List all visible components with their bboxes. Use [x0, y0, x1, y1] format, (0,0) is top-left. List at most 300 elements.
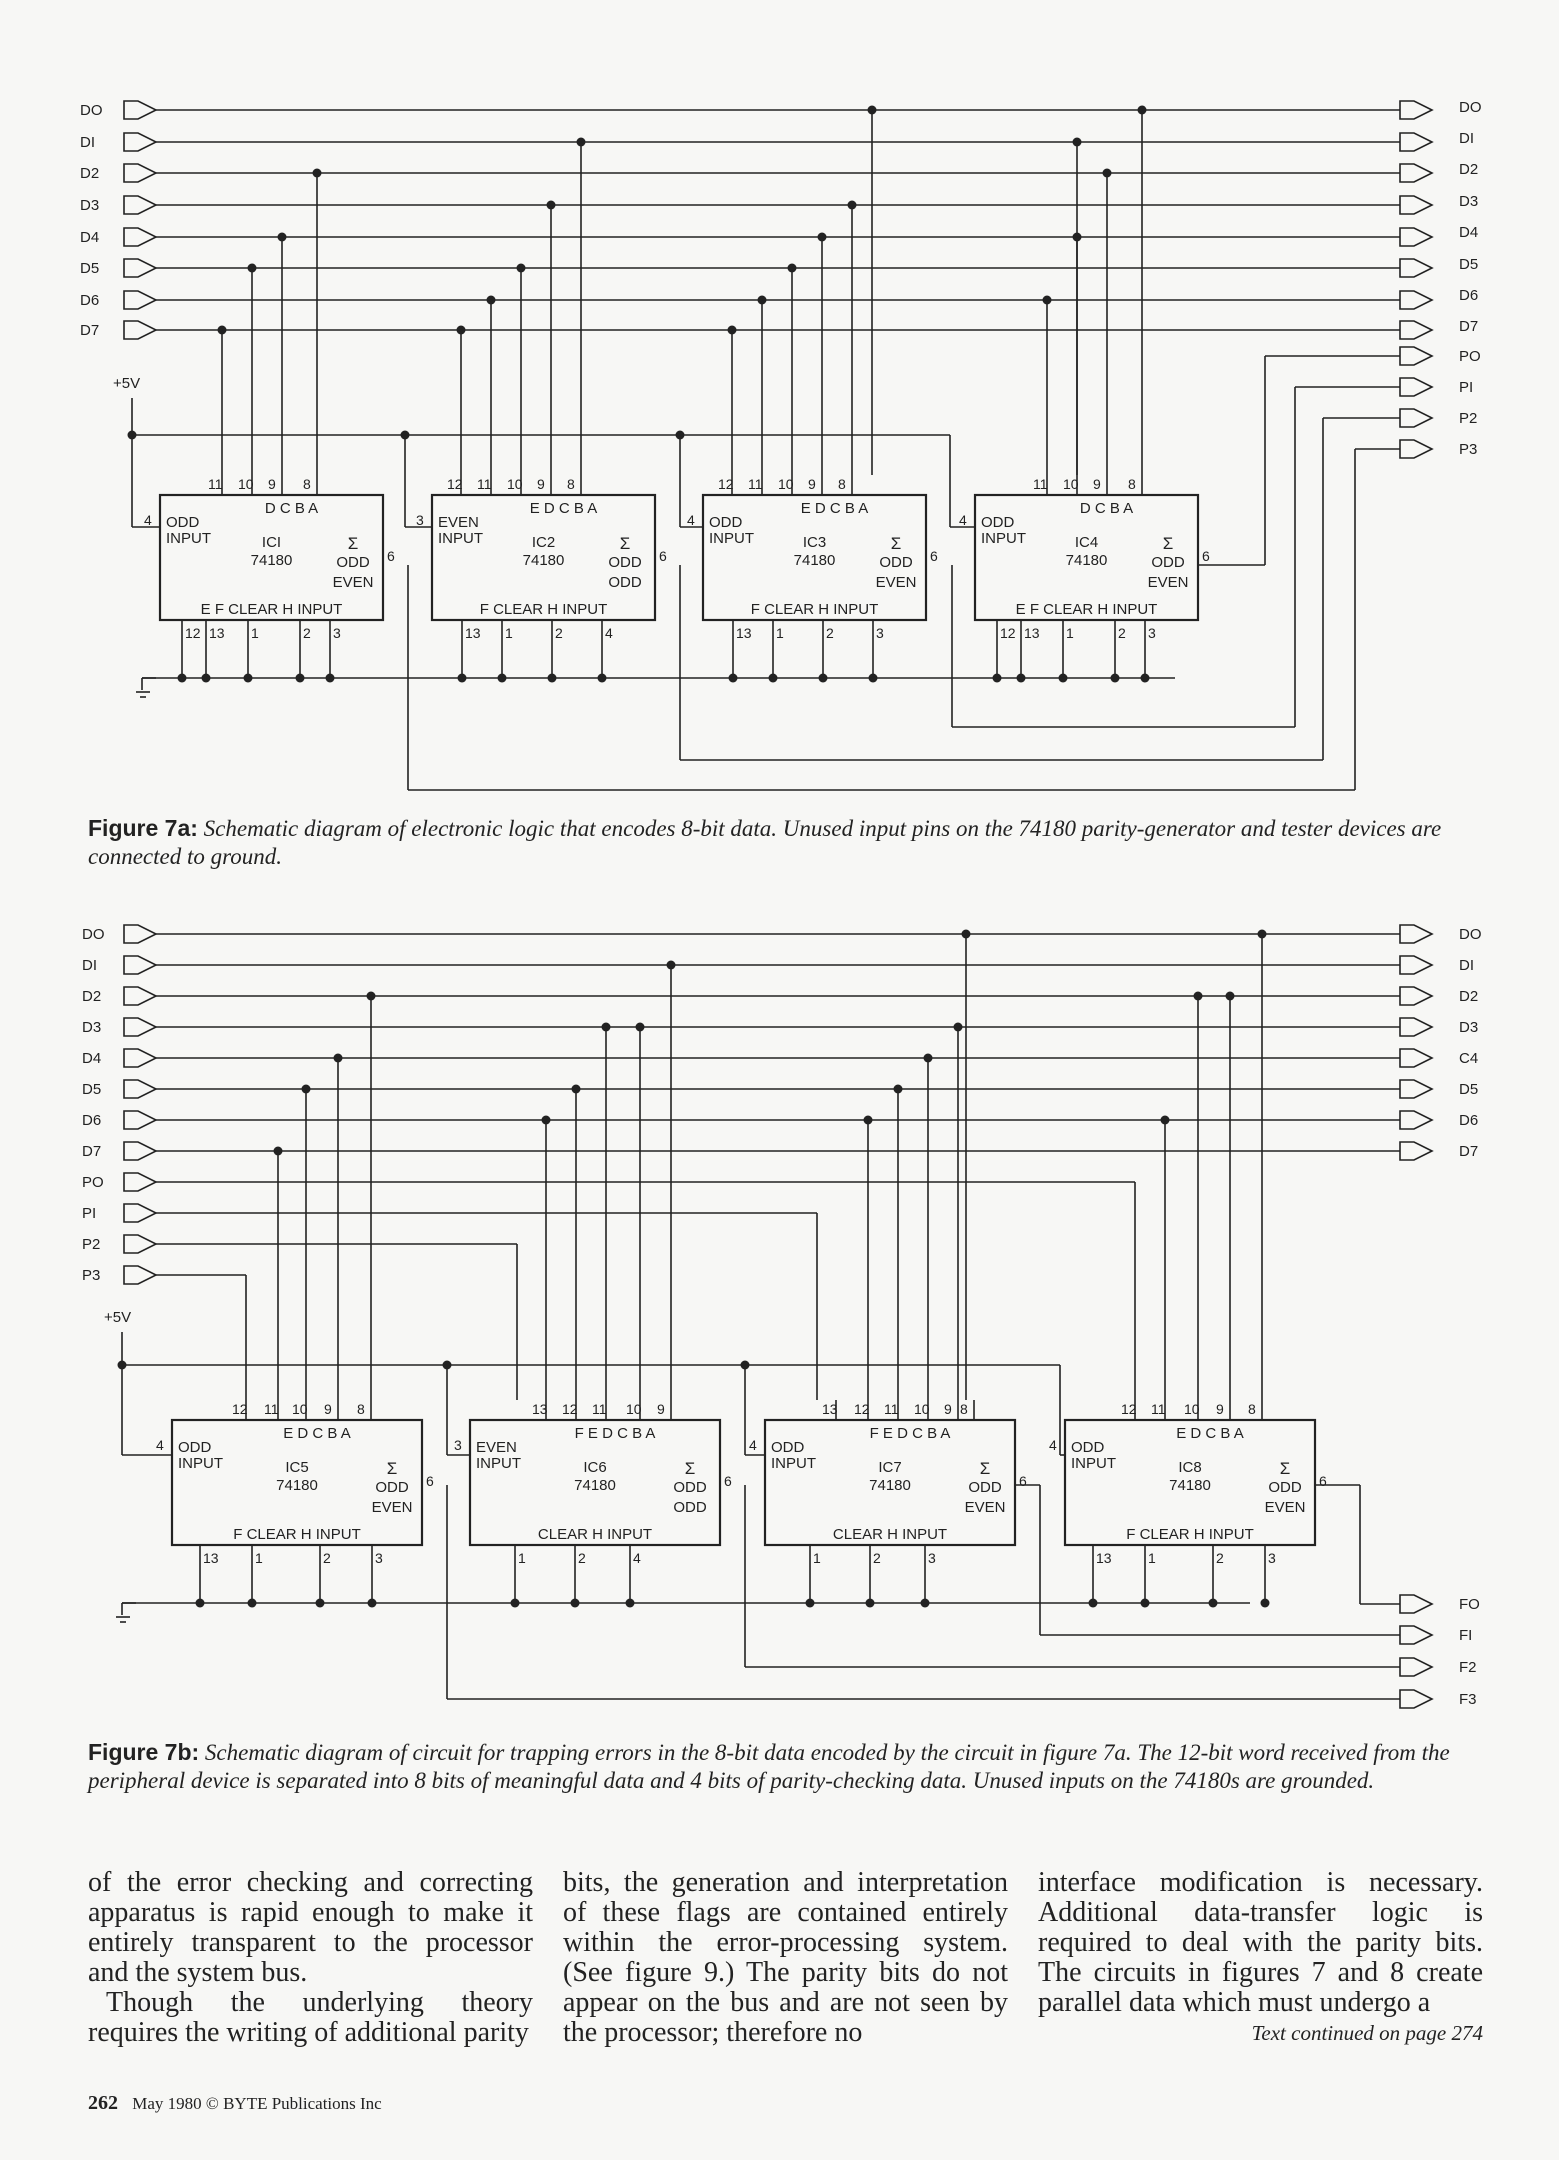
output-label-d3: D3	[1459, 193, 1479, 210]
junction-dot	[1194, 992, 1203, 1001]
pin-number: 9	[1093, 476, 1101, 492]
output-buffer-symbol	[1400, 1690, 1432, 1708]
junction-dot	[118, 1361, 127, 1370]
input-label-d2: D2	[82, 988, 102, 1005]
chip-part-number: 74180	[522, 552, 565, 569]
output-buffer-symbol	[1400, 196, 1432, 214]
input-label-p2: P2	[82, 1236, 101, 1253]
pin-number: 8	[357, 1401, 365, 1417]
chip-even-label: EVEN	[1147, 574, 1189, 591]
pin-number: 4	[605, 625, 613, 641]
output-label-d2: D2	[1459, 161, 1479, 178]
chip-part-number: 74180	[276, 1477, 318, 1494]
input-label-d6: D6	[82, 1112, 102, 1129]
chip-odd-output: ODD	[968, 1479, 1002, 1496]
junction-dot	[1261, 1599, 1270, 1608]
junction-dot	[313, 169, 322, 178]
pin-number: 9	[657, 1401, 665, 1417]
chip-even-label: EVEN	[332, 574, 374, 591]
chip-bottom-labels: E F CLEAR H INPUT	[200, 601, 343, 618]
chip-parity-label: ODD	[981, 514, 1015, 531]
sigma-symbol: Σ	[979, 1459, 991, 1478]
output-label-p2: P2	[1459, 410, 1478, 427]
pin-number: 1	[518, 1550, 526, 1566]
output-label-d5: D5	[1459, 256, 1479, 273]
output-buffer-symbol	[1400, 1018, 1432, 1036]
input-label-pi: PI	[82, 1205, 97, 1222]
pin-number: 11	[477, 476, 492, 492]
junction-dot	[1138, 106, 1147, 115]
flag-label-f3: F3	[1459, 1691, 1477, 1708]
pin-number: 8	[1128, 476, 1136, 492]
junction-dot	[954, 1023, 963, 1032]
input-buffer-symbol	[124, 259, 156, 277]
output-buffer-symbol	[1400, 1080, 1432, 1098]
article-body	[88, 1868, 1483, 2048]
chip-name: IC2	[531, 534, 556, 551]
supply-label: +5V	[113, 375, 141, 392]
junction-dot	[864, 1116, 873, 1125]
input-label-d2: D2	[80, 165, 100, 182]
input-buffer-symbol	[124, 1173, 156, 1191]
junction-dot	[248, 1599, 257, 1608]
pin-number: 8	[567, 476, 575, 492]
chip-ic6	[470, 1420, 720, 1545]
chip-bottom-labels: F CLEAR H INPUT	[1126, 1526, 1254, 1543]
pin-number: 6	[1202, 548, 1210, 564]
input-buffer-symbol	[124, 133, 156, 151]
pin-number: 6	[1019, 1473, 1027, 1489]
junction-dot	[741, 1361, 750, 1370]
pin-number: 11	[884, 1401, 899, 1417]
chip-input-label: INPUT	[166, 530, 211, 547]
input-label-do: DO	[80, 102, 103, 119]
chip-parity-label: EVEN	[476, 1439, 517, 1456]
input-buffer-symbol	[124, 1049, 156, 1067]
junction-dot	[868, 106, 877, 115]
pin-number: 4	[156, 1437, 164, 1453]
junction-dot	[667, 961, 676, 970]
pin-number: 3	[333, 625, 341, 641]
chip-parity-label: EVEN	[438, 514, 479, 531]
pin-number: 9	[808, 476, 816, 492]
pin-number: 1	[251, 625, 259, 641]
pin-number: 4	[749, 1437, 757, 1453]
output-label-d3: D3	[1459, 1019, 1479, 1036]
pin-number: 13	[1096, 1550, 1112, 1566]
chip-part-number: 74180	[250, 552, 293, 569]
junction-dot	[1161, 1116, 1170, 1125]
chip-bottom-labels: F CLEAR H INPUT	[233, 1526, 361, 1543]
junction-dot	[274, 1147, 283, 1156]
chip-name: IC7	[878, 1459, 902, 1476]
input-buffer-symbol	[124, 1235, 156, 1253]
output-label-do: DO	[1459, 926, 1482, 943]
chip-odd-output: ODD	[879, 554, 913, 571]
output-label-do: DO	[1459, 99, 1482, 116]
output-label-d5: D5	[1459, 1081, 1479, 1098]
junction-dot	[547, 201, 556, 210]
output-buffer-symbol	[1400, 291, 1432, 309]
chip-name: IC4	[1074, 534, 1099, 551]
chip-even-label: EVEN	[964, 1499, 1006, 1516]
pin-number: 6	[724, 1473, 732, 1489]
output-label-pi: PI	[1459, 379, 1474, 396]
junction-dot	[894, 1085, 903, 1094]
output-buffer-symbol	[1400, 1142, 1432, 1160]
chip-name: IC3	[802, 534, 827, 551]
chip-input-label: INPUT	[178, 1455, 223, 1472]
body-column-3: interface modification is necessary. Additional data-transfer logic is required to deal with the parity bits. The circuits in figures 7 and 8 create parallel data which must undergo a Text continued on page 274	[1038, 1868, 1483, 2048]
output-buffer-symbol	[1400, 164, 1432, 182]
input-label-di: DI	[82, 957, 97, 974]
input-label-d7: D7	[82, 1143, 102, 1160]
pin-number: 12	[854, 1401, 870, 1417]
junction-dot	[316, 1599, 325, 1608]
input-label-p3: P3	[82, 1267, 101, 1284]
pin-number: 13	[532, 1401, 548, 1417]
junction-dot	[758, 296, 767, 305]
input-buffer-symbol	[124, 291, 156, 309]
figure-7b-caption: Figure 7b: Schematic diagram of circuit for trapping errors in the 8-bit data encoded by the circuit in figure 7a. The 12-bit word received from the peripheral device is separated into 8 bits of meaningful data and 4 bits of parity-checking data. Unused inputs on the 74180s are grounded.	[88, 1739, 1450, 1793]
output-buffer-symbol	[1400, 259, 1432, 277]
input-label-po: PO	[82, 1174, 104, 1191]
input-buffer-symbol	[124, 321, 156, 339]
pin-number: 10	[507, 476, 523, 492]
pin-number: 8	[838, 476, 846, 492]
pin-number: 9	[1216, 1401, 1224, 1417]
junction-dot	[728, 326, 737, 335]
pin-number: 2	[303, 625, 311, 641]
input-buffer-symbol	[124, 101, 156, 119]
chip-even-label: ODD	[608, 574, 642, 591]
chip-odd-output: ODD	[375, 1479, 409, 1496]
supply-label: +5V	[104, 1309, 132, 1326]
chip-input-letters: E D C B A	[283, 1425, 351, 1442]
chip-part-number: 74180	[793, 552, 836, 569]
output-label-d2: D2	[1459, 988, 1479, 1005]
chip-parity-label: ODD	[178, 1439, 212, 1456]
pin-number: 8	[303, 476, 311, 492]
input-buffer-symbol	[124, 1111, 156, 1129]
input-buffer-symbol	[124, 1142, 156, 1160]
output-buffer-symbol	[1400, 1626, 1432, 1644]
junction-dot	[1209, 1599, 1218, 1608]
chip-input-label: INPUT	[1071, 1455, 1116, 1472]
pin-number: 12	[1000, 625, 1016, 641]
pin-number: 12	[232, 1401, 248, 1417]
pin-number: 3	[454, 1437, 462, 1453]
pin-number: 12	[1121, 1401, 1137, 1417]
pin-number: 12	[718, 476, 734, 492]
chip-input-letters: E D C B A	[1176, 1425, 1244, 1442]
pin-number: 10	[1184, 1401, 1200, 1417]
body-column-2: bits, the generation and interpretation of these flags are contained entirely within the error-processing system. (See figure 9.) The parity bits do not appear on the bus and are not seen by the processor; therefore no	[563, 1867, 1008, 2048]
junction-dot	[278, 233, 287, 242]
figure-7a-schematic	[0, 0, 1559, 810]
chip-even-label: EVEN	[875, 574, 917, 591]
junction-dot	[866, 1599, 875, 1608]
input-label-d5: D5	[80, 260, 100, 277]
pin-number: 13	[1024, 625, 1040, 641]
junction-dot	[848, 201, 857, 210]
junction-dot	[367, 992, 376, 1001]
input-label-d3: D3	[80, 197, 100, 214]
junction-dot	[1089, 1599, 1098, 1608]
pin-number: 2	[826, 625, 834, 641]
output-buffer-symbol	[1400, 956, 1432, 974]
output-buffer-symbol	[1400, 440, 1432, 458]
output-label-po: PO	[1459, 348, 1481, 365]
chip-bottom-labels: F CLEAR H INPUT	[750, 601, 879, 618]
output-buffer-symbol	[1400, 409, 1432, 427]
input-buffer-symbol	[124, 987, 156, 1005]
input-label-d3: D3	[82, 1019, 102, 1036]
pin-number: 1	[1148, 1550, 1156, 1566]
pin-number: 9	[537, 476, 545, 492]
chip-name: IC6	[583, 1459, 607, 1476]
chip-bottom-labels: F CLEAR H INPUT	[479, 601, 608, 618]
output-buffer-symbol	[1400, 1658, 1432, 1676]
junction-dot	[457, 326, 466, 335]
junction-dot	[962, 930, 971, 939]
pin-number: 13	[736, 625, 752, 641]
output-buffer-symbol	[1400, 1049, 1432, 1067]
pin-number: 9	[324, 1401, 332, 1417]
chip-parity-label: ODD	[771, 1439, 805, 1456]
pin-number: 13	[203, 1550, 219, 1566]
junction-dot	[577, 138, 586, 147]
body-column-1: of the error checking and correcting apparatus is rapid enough to make it entirely transparent to the processor and the system bus. Though the underlying theory requires the writing of additional parity	[88, 1867, 533, 2048]
pin-number: 2	[555, 625, 563, 641]
chip-input-label: INPUT	[981, 530, 1026, 547]
pin-number: 12	[185, 625, 201, 641]
chip-even-label: EVEN	[371, 1499, 413, 1516]
chip-ic5	[172, 1420, 422, 1545]
output-buffer-symbol	[1400, 378, 1432, 396]
junction-dot	[1103, 169, 1112, 178]
pin-number: 9	[268, 476, 276, 492]
page-footer	[88, 2092, 382, 2115]
sigma-symbol: Σ	[347, 534, 359, 553]
chip-input-letters: F E D C B A	[574, 1425, 656, 1442]
sigma-symbol: Σ	[1279, 1459, 1291, 1478]
chip-odd-output: ODD	[1268, 1479, 1302, 1496]
pin-number: 1	[813, 1550, 821, 1566]
junction-dot	[218, 326, 227, 335]
chip-input-letters: D C B A	[264, 500, 319, 517]
output-label-d6: D6	[1459, 1112, 1479, 1129]
pin-number: 4	[959, 512, 967, 528]
chip-name: IC5	[285, 1459, 309, 1476]
sigma-symbol: Σ	[684, 1459, 696, 1478]
pin-number: 1	[505, 625, 513, 641]
junction-dot	[806, 1599, 815, 1608]
sigma-symbol: Σ	[1162, 534, 1174, 553]
output-label-d6: D6	[1459, 287, 1479, 304]
output-label-c4: C4	[1459, 1050, 1479, 1067]
output-buffer-symbol	[1400, 228, 1432, 246]
chip-odd-output: ODD	[608, 554, 642, 571]
pin-number: 6	[426, 1473, 434, 1489]
junction-dot	[1226, 992, 1235, 1001]
junction-dot	[334, 1054, 343, 1063]
chip-input-label: INPUT	[709, 530, 754, 547]
pin-number: 1	[1066, 625, 1074, 641]
sigma-symbol: Σ	[619, 534, 631, 553]
junction-dot	[1043, 296, 1052, 305]
junction-dot	[302, 1085, 311, 1094]
pin-number: 6	[1319, 1473, 1327, 1489]
chip-bottom-labels: E F CLEAR H INPUT	[1015, 601, 1158, 618]
pin-number: 3	[1148, 625, 1156, 641]
chip-odd-output: ODD	[673, 1479, 707, 1496]
sigma-symbol: Σ	[386, 1459, 398, 1478]
pin-number: 11	[264, 1401, 279, 1417]
output-buffer-symbol	[1400, 321, 1432, 339]
pin-number: 9	[944, 1401, 952, 1417]
input-label-d7: D7	[80, 322, 100, 339]
pin-number: 1	[255, 1550, 263, 1566]
flag-label-f2: F2	[1459, 1659, 1477, 1676]
junction-dot	[602, 1023, 611, 1032]
flag-label-fi: FI	[1459, 1627, 1473, 1644]
input-label-d6: D6	[80, 292, 100, 309]
pin-number: 10	[914, 1401, 930, 1417]
input-buffer-symbol	[124, 228, 156, 246]
pin-number: 3	[1268, 1550, 1276, 1566]
chip-name: IC8	[1178, 1459, 1202, 1476]
chip-input-letters: F E D C B A	[869, 1425, 951, 1442]
chip-bottom-labels: CLEAR H INPUT	[832, 1526, 948, 1543]
output-buffer-symbol	[1400, 987, 1432, 1005]
pin-number: 11	[748, 476, 763, 492]
junction-dot	[788, 264, 797, 273]
pin-number: 11	[1151, 1401, 1166, 1417]
junction-dot	[636, 1023, 645, 1032]
chip-parity-label: ODD	[709, 514, 743, 531]
chip-ic7	[765, 1420, 1015, 1545]
pin-number: 10	[626, 1401, 642, 1417]
pin-number: 6	[659, 548, 667, 564]
pin-number: 13	[209, 625, 225, 641]
pin-number: 3	[416, 512, 424, 528]
input-buffer-symbol	[124, 1080, 156, 1098]
pin-number: 11	[1033, 476, 1048, 492]
chip-even-label: ODD	[673, 1499, 707, 1516]
junction-dot	[443, 1361, 452, 1370]
chip-part-number: 74180	[869, 1477, 911, 1494]
pin-number: 4	[1049, 1437, 1057, 1453]
pin-number: 13	[822, 1401, 838, 1417]
pin-number: 3	[928, 1550, 936, 1566]
pin-number: 6	[387, 548, 395, 564]
output-label-d4: D4	[1459, 224, 1479, 241]
junction-dot	[1141, 1599, 1150, 1608]
junction-dot	[572, 1085, 581, 1094]
input-label-di: DI	[80, 134, 95, 151]
input-label-d4: D4	[82, 1050, 102, 1067]
pin-number: 10	[292, 1401, 308, 1417]
pin-number: 13	[465, 625, 481, 641]
pin-number: 11	[592, 1401, 607, 1417]
pin-number: 4	[687, 512, 695, 528]
junction-dot	[626, 1599, 635, 1608]
continued-note: Text continued on page 274	[1251, 2021, 1483, 2045]
pin-number: 3	[375, 1550, 383, 1566]
output-buffer-symbol	[1400, 347, 1432, 365]
input-buffer-symbol	[124, 1266, 156, 1284]
output-label-di: DI	[1459, 130, 1474, 147]
chip-bottom-labels: CLEAR H INPUT	[537, 1526, 653, 1543]
pin-number: 2	[1216, 1550, 1224, 1566]
output-label-d7: D7	[1459, 1143, 1479, 1160]
output-buffer-symbol	[1400, 1111, 1432, 1129]
junction-dot	[196, 1599, 205, 1608]
chip-input-label: INPUT	[476, 1455, 521, 1472]
chip-input-label: INPUT	[438, 530, 483, 547]
junction-dot	[1073, 138, 1082, 147]
output-label-p3: P3	[1459, 441, 1478, 458]
pin-number: 6	[930, 548, 938, 564]
chip-input-letters: D C B A	[1079, 500, 1134, 517]
pin-number: 10	[778, 476, 794, 492]
junction-dot	[542, 1116, 551, 1125]
junction-dot	[517, 264, 526, 273]
output-buffer-symbol	[1400, 101, 1432, 119]
junction-dot	[368, 1599, 377, 1608]
page-number: 262	[88, 2092, 118, 2114]
output-buffer-symbol	[1400, 133, 1432, 151]
pin-number: 3	[876, 625, 884, 641]
chip-name: ICI	[261, 534, 282, 551]
input-buffer-symbol	[124, 1018, 156, 1036]
output-label-di: DI	[1459, 957, 1474, 974]
junction-dot	[487, 296, 496, 305]
junction-dot	[571, 1599, 580, 1608]
pin-number: 8	[960, 1401, 968, 1417]
pin-number: 1	[776, 625, 784, 641]
chip-odd-output: ODD	[1151, 554, 1185, 571]
chip-parity-label: ODD	[166, 514, 200, 531]
input-buffer-symbol	[124, 925, 156, 943]
junction-dot	[924, 1054, 933, 1063]
chip-input-label: INPUT	[771, 1455, 816, 1472]
chip-ic8	[1065, 1420, 1315, 1545]
flag-label-fo: FO	[1459, 1596, 1480, 1613]
input-buffer-symbol	[124, 164, 156, 182]
pin-number: 11	[208, 476, 223, 492]
input-label-do: DO	[82, 926, 105, 943]
pin-number: 2	[578, 1550, 586, 1566]
output-buffer-symbol	[1400, 1595, 1432, 1613]
chip-part-number: 74180	[1065, 552, 1108, 569]
output-buffer-symbol	[1400, 925, 1432, 943]
chip-part-number: 74180	[1169, 1477, 1211, 1494]
chip-part-number: 74180	[574, 1477, 616, 1494]
pin-number: 2	[1118, 625, 1126, 641]
chip-input-letters: E D C B A	[800, 500, 869, 517]
chip-even-label: EVEN	[1264, 1499, 1306, 1516]
input-buffer-symbol	[124, 196, 156, 214]
pin-number: 12	[447, 476, 463, 492]
figure-7a-caption: Figure 7a: Schematic diagram of electronic logic that encodes 8-bit data. Unused input pins on the 74180 parity-generator and tester devices are connected to ground.	[88, 815, 1442, 869]
sigma-symbol: Σ	[890, 534, 902, 553]
junction-dot	[511, 1599, 520, 1608]
junction-dot	[248, 264, 257, 273]
pin-number: 2	[873, 1550, 881, 1566]
pin-number: 2	[323, 1550, 331, 1566]
